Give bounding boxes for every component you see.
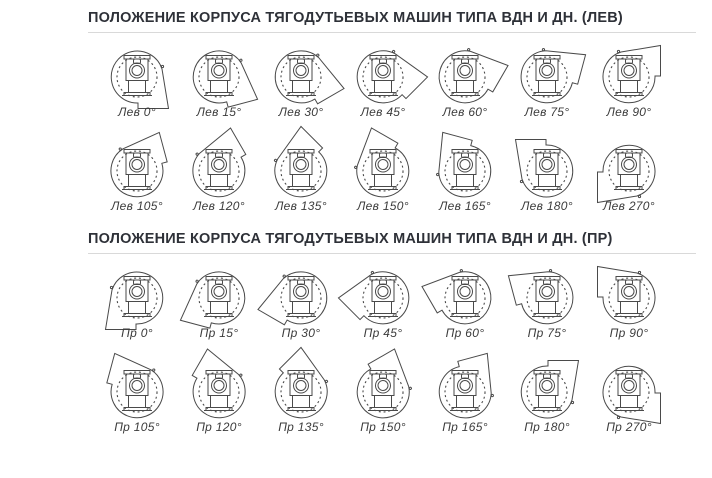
fan-angle-label: Пр 270° bbox=[606, 420, 652, 434]
motor-icon bbox=[204, 150, 234, 190]
fan-diagram-pr-165 bbox=[424, 354, 506, 438]
motor-icon bbox=[286, 150, 316, 190]
motor-icon bbox=[532, 150, 562, 190]
fan-diagram-lev-45 bbox=[342, 39, 424, 123]
volute-outline bbox=[428, 132, 498, 202]
volute-outline bbox=[515, 40, 585, 110]
fan-angle-label: Пр 75° bbox=[527, 326, 567, 340]
motor-icon bbox=[532, 277, 562, 317]
fan-diagram-pr-180 bbox=[506, 354, 588, 438]
fan-diagram-pr-75 bbox=[506, 260, 588, 344]
volute-outline bbox=[260, 126, 341, 207]
fan-angle-label: Пр 90° bbox=[609, 326, 649, 340]
section-title: ПОЛОЖЕНИЕ КОРПУСА ТЯГОДУТЬЕВЫХ МАШИН ТИПА ВДН И ДН. (ПР) bbox=[88, 217, 696, 254]
volute-outline bbox=[598, 145, 655, 202]
fan-row bbox=[96, 133, 712, 217]
volute-outline bbox=[100, 353, 170, 423]
motor-icon bbox=[368, 277, 398, 317]
fan-row bbox=[96, 39, 712, 123]
fan-angle-label: Лев 105° bbox=[111, 199, 163, 213]
motor-icon bbox=[450, 277, 480, 317]
fan-angle-label: Пр 150° bbox=[360, 420, 406, 434]
fan-diagram-pr-150 bbox=[342, 354, 424, 438]
motor-icon bbox=[450, 150, 480, 190]
fan-angle-label: Лев 90° bbox=[606, 105, 652, 119]
volute-outline bbox=[430, 37, 508, 115]
fan-diagram-lev-60 bbox=[424, 39, 506, 123]
fan-angle-label: Лев 180° bbox=[521, 199, 573, 213]
fan-row bbox=[96, 260, 712, 344]
fan-angle-label: Лев 165° bbox=[439, 199, 491, 213]
fan-diagram-pr-0 bbox=[96, 260, 178, 344]
volute-outline bbox=[603, 366, 660, 423]
motor-icon bbox=[122, 277, 152, 317]
fan-rows bbox=[0, 39, 712, 217]
fan-diagram-pr-135 bbox=[260, 354, 342, 438]
motor-icon bbox=[122, 371, 152, 411]
fan-rows bbox=[0, 260, 712, 438]
section-title: ПОЛОЖЕНИЕ КОРПУСА ТЯГОДУТЬЕВЫХ МАШИН ТИПА ВДН И ДН. (ЛЕВ) bbox=[88, 0, 696, 33]
volute-outline bbox=[422, 258, 500, 336]
motor-icon bbox=[204, 56, 234, 96]
fan-angle-label: Пр 15° bbox=[199, 326, 239, 340]
fan-diagram-pr-90 bbox=[588, 260, 670, 344]
volute-outline bbox=[180, 265, 250, 335]
volute-outline bbox=[432, 353, 502, 423]
motor-icon bbox=[286, 277, 316, 317]
fan-diagram-lev-120 bbox=[178, 133, 260, 217]
motor-icon bbox=[368, 56, 398, 96]
fan-diagram-lev-0 bbox=[96, 39, 178, 123]
fan-angle-label: Лев 15° bbox=[196, 105, 242, 119]
volute-outline bbox=[181, 128, 259, 206]
fan-diagram-lev-180 bbox=[506, 133, 588, 217]
fan-angle-label: Лев 135° bbox=[275, 199, 327, 213]
fan-diagram-pr-45 bbox=[342, 260, 424, 344]
fan-angle-label: Лев 45° bbox=[360, 105, 406, 119]
fan-angle-label: Пр 0° bbox=[121, 326, 153, 340]
fan-diagram-lev-75 bbox=[506, 39, 588, 123]
motor-icon bbox=[614, 277, 644, 317]
fan-angle-label: Пр 165° bbox=[442, 420, 488, 434]
volute-outline bbox=[508, 261, 578, 331]
volute-outline bbox=[179, 349, 257, 427]
motor-icon bbox=[532, 371, 562, 411]
fan-angle-label: Лев 150° bbox=[357, 199, 409, 213]
fan-angle-label: Лев 60° bbox=[442, 105, 488, 119]
fan-diagram-pr-30 bbox=[260, 260, 342, 344]
fan-angle-label: Пр 135° bbox=[278, 420, 324, 434]
volute-outline bbox=[345, 349, 423, 427]
fan-angle-label: Пр 45° bbox=[363, 326, 403, 340]
motor-icon bbox=[286, 56, 316, 96]
fan-diagram-lev-90 bbox=[588, 39, 670, 123]
motor-icon bbox=[532, 56, 562, 96]
fan-angle-label: Лев 120° bbox=[193, 199, 245, 213]
motor-icon bbox=[368, 150, 398, 190]
fan-diagram-lev-105 bbox=[96, 133, 178, 217]
volute-outline bbox=[187, 44, 257, 114]
fan-diagram-pr-15 bbox=[178, 260, 260, 344]
motor-icon bbox=[368, 371, 398, 411]
motor-icon bbox=[450, 371, 480, 411]
fan-row bbox=[96, 354, 712, 438]
motor-icon bbox=[204, 277, 234, 317]
motor-icon bbox=[286, 371, 316, 411]
fan-angle-label: Лев 30° bbox=[278, 105, 324, 119]
motor-icon bbox=[614, 371, 644, 411]
fan-diagram-pr-120 bbox=[178, 354, 260, 438]
fan-angle-label: Пр 120° bbox=[196, 420, 242, 434]
motor-icon bbox=[204, 371, 234, 411]
volute-outline bbox=[343, 128, 421, 206]
motor-icon bbox=[122, 56, 152, 96]
motor-icon bbox=[122, 150, 152, 190]
fan-angle-label: Лев 270° bbox=[603, 199, 655, 213]
fan-angle-label: Лев 0° bbox=[118, 105, 156, 119]
volute-outline bbox=[261, 347, 342, 428]
fan-angle-label: Лев 75° bbox=[524, 105, 570, 119]
fan-diagram-lev-165 bbox=[424, 133, 506, 217]
motor-icon bbox=[614, 56, 644, 96]
motor-icon bbox=[614, 150, 644, 190]
fan-angle-label: Пр 60° bbox=[445, 326, 485, 340]
fan-diagram-lev-150 bbox=[342, 133, 424, 217]
section-pr bbox=[0, 217, 712, 438]
fan-diagram-lev-270 bbox=[588, 133, 670, 217]
volute-outline bbox=[104, 132, 174, 202]
fan-diagram-lev-30 bbox=[260, 39, 342, 123]
section-lev bbox=[0, 0, 712, 217]
fan-diagram-pr-60 bbox=[424, 260, 506, 344]
fan-diagram-pr-270 bbox=[588, 354, 670, 438]
fan-angle-label: Пр 180° bbox=[524, 420, 570, 434]
fan-angle-label: Пр 30° bbox=[281, 326, 321, 340]
fan-diagram-lev-15 bbox=[178, 39, 260, 123]
motor-icon bbox=[450, 56, 480, 96]
fan-angle-label: Пр 105° bbox=[114, 420, 160, 434]
fan-diagram-pr-105 bbox=[96, 354, 178, 438]
fan-diagram-lev-135 bbox=[260, 133, 342, 217]
